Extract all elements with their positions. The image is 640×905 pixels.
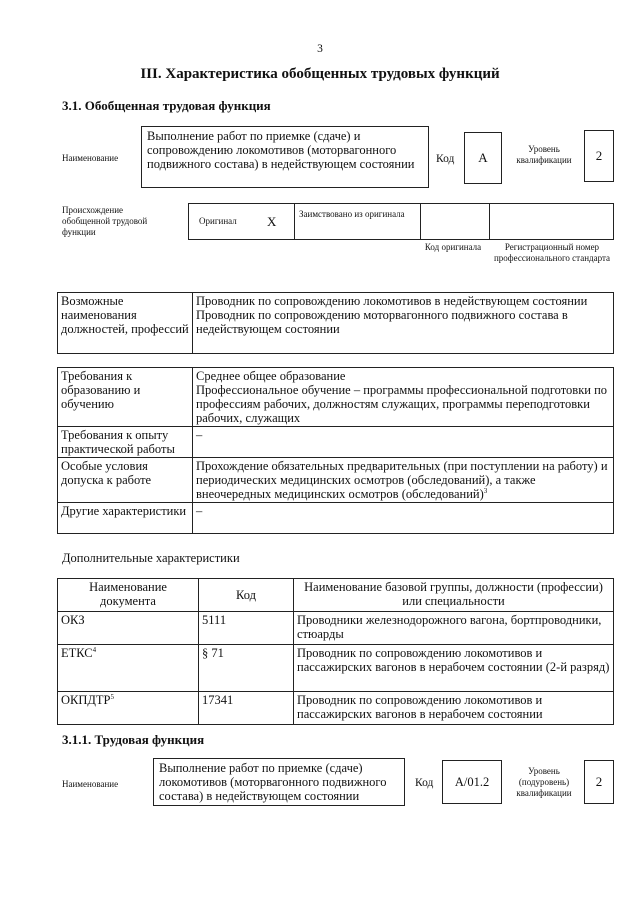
requirements-table — [57, 367, 614, 534]
table-row — [58, 645, 614, 692]
positions-value-1: Проводник по сопровождению локомотивов в недействующем состоянии — [196, 294, 588, 308]
requirement-label: Требования к опыту практической работы — [58, 427, 193, 458]
requirement-value — [193, 458, 614, 503]
additional-doc-text: ЕТКС — [61, 646, 93, 660]
requirement-row — [58, 458, 614, 503]
additional-header-doc: Наименование документа — [58, 579, 199, 612]
footnote-ref: 4 — [92, 645, 97, 654]
additional-code: 5111 — [199, 612, 294, 645]
requirement-value-line: Среднее общее образование — [196, 369, 346, 383]
requirement-value-line: – — [196, 428, 203, 442]
requirement-row — [58, 427, 614, 458]
requirement-label: Другие характеристики — [58, 503, 193, 534]
tf-name-value: Выполнение работ по приемке (сдаче) локомотивов (моторвагонного подвижного состава) в недействующем состоянии — [153, 758, 405, 806]
table-row — [58, 692, 614, 725]
origin-divider-3 — [489, 204, 490, 239]
tf-heading: 3.1.1. Трудовая функция — [62, 732, 205, 747]
requirement-value-line: Прохождение обязательных предварительных (при поступлении на работу) и периодических медицинских осмотров (обследований), а также внеочередных медицинских осмотров (обследований) — [196, 459, 608, 501]
gtf-code-value: А — [464, 132, 502, 184]
tf-code-value: А/01.2 — [442, 760, 502, 804]
footnote-ref: 5 — [110, 692, 115, 701]
tf-code-label: Код — [415, 777, 434, 789]
gtf-level-label: Уровень квалификации — [516, 144, 572, 165]
positions-row — [58, 293, 614, 354]
requirement-row — [58, 503, 614, 534]
additional-doc — [58, 645, 199, 692]
additional-name: Проводник по сопровождению локомотивов и пассажирских вагонов в нерабочем состоянии (2-й разряд) — [294, 645, 614, 692]
origin-divider-2 — [420, 204, 421, 239]
additional-name: Проводник по сопровождению локомотивов и пассажирских вагонов в нерабочем состоянии — [294, 692, 614, 725]
additional-doc-text: ОКЗ — [61, 613, 85, 627]
gtf-name-label: Наименование — [62, 153, 119, 163]
gtf-name-value: Выполнение работ по приемке (сдаче) и сопровождению локомотивов (моторвагонного подвижного состава) в недействующем состоянии — [141, 126, 429, 188]
origin-borrowed-label: Заимствовано из оригинала — [299, 209, 405, 219]
gtf-heading: 3.1. Обобщенная трудовая функция — [62, 98, 271, 113]
tf-level-value: 2 — [584, 760, 614, 804]
additional-header-name: Наименование базовой группы, должности (профессии) или специальности — [294, 579, 614, 612]
additional-header-code: Код — [199, 579, 294, 612]
additional-doc-text: ОКПДТР — [61, 693, 111, 707]
additional-name: Проводники железнодорожного вагона, бортпроводники, стюарды — [294, 612, 614, 645]
positions-table — [57, 292, 614, 354]
additional-heading: Дополнительные характеристики — [62, 551, 240, 565]
gtf-level-value: 2 — [584, 130, 614, 182]
footnote-ref: 3 — [483, 486, 488, 495]
origin-code-caption: Код оригинала — [424, 242, 482, 252]
additional-doc — [58, 692, 199, 725]
additional-code: 17341 — [199, 692, 294, 725]
positions-value-2: Проводник по сопровождению моторвагонного подвижного состава в недействующем состоянии — [196, 308, 568, 336]
positions-values — [193, 293, 614, 354]
origin-original-mark: X — [267, 214, 277, 229]
origin-divider-1 — [294, 204, 295, 239]
requirement-row — [58, 368, 614, 427]
origin-original-label: Оригинал — [199, 216, 237, 226]
table-row — [58, 612, 614, 645]
requirement-value — [193, 503, 614, 534]
requirement-value — [193, 368, 614, 427]
requirement-label: Особые условия допуска к работе — [58, 458, 193, 503]
additional-code: § 71 — [199, 645, 294, 692]
requirement-value-line: Профессиональное обучение – программы профессиональной подготовки по профессиям рабочих, должностям служащих, программы переподготовки рабочих, служащих — [196, 383, 608, 425]
section-title: III. Характеристика обобщенных трудовых функций — [140, 66, 500, 82]
requirement-value — [193, 427, 614, 458]
tf-level-label: Уровень (подуровень) квалификации — [516, 766, 572, 798]
page-number: 3 — [317, 43, 323, 55]
origin-regnum-caption: Регистрационный номер профессионального стандарта — [493, 242, 611, 263]
tf-name-label: Наименование — [62, 779, 119, 789]
origin-label: Происхождение обобщенной трудовой функции — [62, 205, 148, 237]
requirement-value-line: – — [196, 504, 203, 518]
additional-header-row — [58, 579, 614, 612]
additional-table — [57, 578, 614, 725]
requirement-label: Требования к образованию и обучению — [58, 368, 193, 427]
positions-label: Возможные наименования должностей, профессий — [58, 293, 193, 354]
additional-doc — [58, 612, 199, 645]
origin-table — [188, 203, 614, 240]
gtf-code-label: Код — [436, 153, 455, 165]
